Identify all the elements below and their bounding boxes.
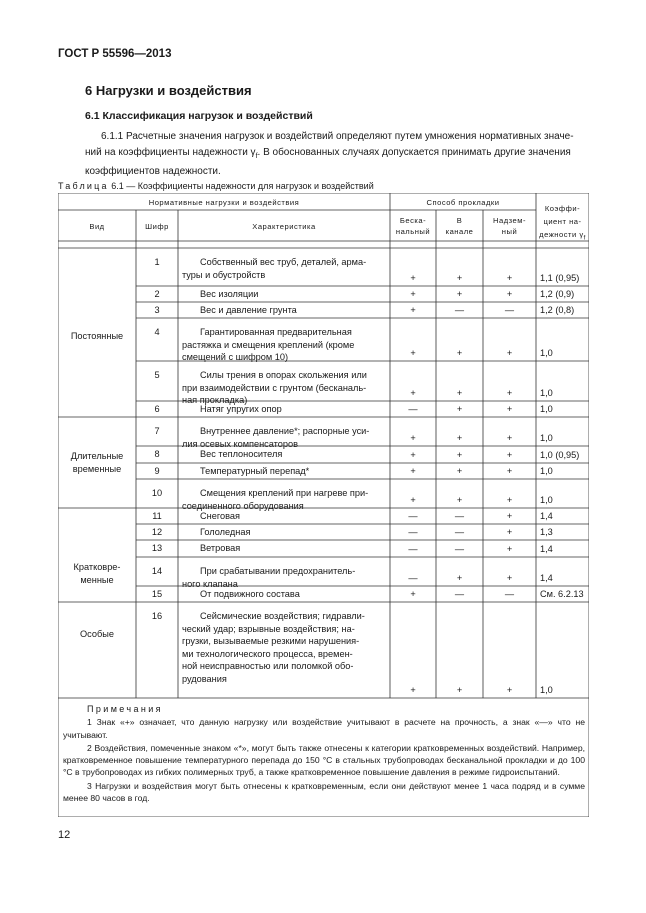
row-code: 15 [151,589,163,599]
note-1: 1 Знак «+» означает, что данную нагрузку или воздействие учитывают в расчете на прочность, а знак «—» что не учитывают. [63,717,585,740]
row-in-channel: — [454,589,465,599]
row-code: 16 [151,611,163,621]
row-characteristic-line: Смещения креплений при нагреве при- [200,488,369,498]
row-overground: + [506,404,513,414]
row-characteristic-line: рудования [182,673,227,684]
row-characteristic-line: смещений с шифром 10) [182,352,289,363]
row-channelless: + [410,388,416,398]
row-characteristic-line: лия осевых компенсаторов [182,438,298,449]
row-characteristic [182,610,388,686]
document-code: ГОСТ Р 55596—2013 [58,48,172,60]
group-long-term: Длительные временные [70,451,124,474]
row-channelless: + [410,305,416,315]
row-coefficient: 1,0 [540,433,553,443]
row-code: 7 [154,426,160,436]
row-characteristic-line: Вес изоляции [200,289,259,299]
row-overground: + [506,573,513,583]
row-overground: + [506,511,513,521]
row-code: 12 [151,527,163,537]
row-in-channel: + [456,466,463,476]
row-code: 1 [154,257,160,267]
row-characteristic-line: Температурный перепад* [200,466,310,476]
row-characteristic [182,526,388,539]
row-characteristic-line: Ветровая [200,543,241,553]
row-coefficient: 1,4 [540,573,553,583]
paragraph-6-1-1: 6.1.1 Расчетные значения нагрузок и воздействий определяют путем умножения нормативных значе- ний на коэффициенты надежности $\gamma_f$. В обоснованных случаях допускается принимать другие значения коэффициентов надежности. [85,131,574,177]
table-caption: Таблица 6.1 — Коэффициенты надежности для нагрузок и воздействий [58,181,374,191]
row-coefficient: 1,0 [540,466,553,476]
row-overground: + [506,466,513,476]
row-characteristic [182,487,388,512]
row-in-channel: + [456,388,463,398]
row-characteristic [182,448,388,461]
row-in-channel: + [456,450,463,460]
row-characteristic-line: при взаимодействии с грунтом (бесканаль- [182,382,367,393]
header-kind: Вид [89,222,105,231]
row-characteristic-line: ми технологического процесса, времен- [182,648,353,659]
row-in-channel: + [456,273,463,283]
row-characteristic-line: ного клапана [182,578,238,589]
row-characteristic-line: Натяг упругих опор [200,404,282,414]
row-code: 13 [151,543,163,553]
row-overground: — [504,305,515,315]
row-in-channel: + [456,404,463,414]
row-in-channel: — [454,511,465,521]
header-in-channel: В канале [445,216,474,236]
row-in-channel: + [456,348,463,358]
row-characteristic [182,510,388,523]
row-characteristic-line: растяжка и смещения креплений (кроме [182,339,355,350]
row-code: 6 [154,404,160,414]
row-characteristic-line: соединенного оборудования [182,500,304,511]
row-characteristic-line: Собственный вес труб, деталей, арма- [200,257,367,267]
row-characteristic-line: Силы трения в опорах скольжения или [200,370,367,380]
row-overground: + [506,450,513,460]
row-characteristic-line: ная прокладка) [182,395,248,406]
row-characteristic [182,542,388,555]
row-in-channel: + [456,495,463,505]
row-characteristic-line: При срабатывании предохранитель- [200,566,356,576]
page-number: 12 [58,829,71,841]
section-title: 6 Нагрузки и воздействия [85,83,252,98]
note-2: 2 Воздействия, помеченные знаком «*», могут быть также отнесены к категории кратковременных воздействий. Например, кратковременное повышение температурного перепада до 150 °С в стальных трубопроводах бесканальной прокладки и до 100 °С в трубопроводах из гибких полимерных труб, а также кратковременное повышение давления в режиме гидроиспытаний. [63,742,585,778]
row-in-channel: + [456,289,463,299]
row-characteristic-line: ной неисправностью или поломкой обо- [182,661,354,672]
row-coefficient: 1,0 [540,388,553,398]
note-3: 3 Нагрузки и воздействия могут быть отнесены к кратковременным, если они действуют менее 1 часа подряд и в сумме менее 80 часов в год. [63,780,585,804]
row-channelless: + [410,685,416,695]
row-overground: — [504,589,515,599]
row-coefficient: 1,4 [540,511,553,521]
row-channelless: — [408,527,418,537]
row-coefficient: См. 6.2.13 [540,589,584,599]
header-coefficient: Коэффи- циент на- дежности $\gamma_f$ [539,204,586,242]
group-short-term: Кратковре- менные [73,562,121,585]
row-overground: + [506,495,513,505]
row-coefficient: 1,2 (0,9) [540,289,575,299]
row-characteristic-line: грузки, вызываемые резкими нарушения- [182,636,360,647]
row-channelless: + [410,495,416,505]
row-overground: + [506,527,513,537]
subsection-title: 6.1 Классификация нагрузок и воздействий [85,110,313,122]
row-coefficient: 1,1 (0,95) [540,273,580,283]
row-code: 11 [152,511,162,521]
row-channelless: — [408,544,418,554]
header-normative: Нормативные нагрузки и воздействия [148,198,300,207]
group-special: Особые [80,629,114,639]
row-code: 3 [154,305,160,315]
group-permanent: Постоянные [70,331,124,341]
row-in-channel: — [454,305,465,315]
row-coefficient: 1,0 [540,685,553,695]
row-characteristic [182,588,388,601]
row-channelless: + [410,466,416,476]
row-characteristic-line: От подвижного состава [200,589,300,599]
header-characteristic: Характеристика [252,222,316,231]
row-overground: + [506,289,513,299]
row-overground: + [506,433,513,443]
row-overground: + [506,273,513,283]
row-characteristic-line: Снеговая [200,511,240,521]
row-overground: + [506,348,513,358]
row-in-channel: + [456,685,463,695]
row-coefficient: 1,3 [540,527,553,537]
notes-title: Примечания [87,704,163,714]
row-characteristic-line: туры и обустройств [182,269,266,280]
row-coefficient: 1,4 [540,544,553,554]
row-characteristic [182,304,388,317]
row-characteristic-line: Гололедная [200,527,251,537]
row-channelless: + [410,348,416,358]
row-characteristic-line: ческий удар; взрывные воздействия; на- [182,623,355,634]
row-in-channel: — [454,544,465,554]
row-channelless: + [410,589,416,599]
row-in-channel: — [454,527,465,537]
row-overground: + [506,685,513,695]
row-characteristic [182,326,388,364]
row-characteristic-line: Гарантированная предварительная [200,327,352,337]
header-channelless: Беска- нальный [395,216,431,236]
row-characteristic [182,369,388,407]
row-characteristic [182,465,388,478]
row-coefficient: 1,0 [540,348,553,358]
row-code: 2 [154,289,160,299]
row-channelless: — [408,511,418,521]
row-channelless: + [410,289,416,299]
row-code: 5 [154,370,160,380]
row-code: 9 [154,466,160,476]
row-overground: + [506,544,513,554]
row-channelless: + [410,450,416,460]
row-characteristic-line: Сейсмические воздействия; гидравли- [200,611,365,621]
row-characteristic [182,425,388,450]
row-characteristic-line: Внутреннее давление*; распорные уси- [200,426,370,436]
row-code: 4 [154,327,160,337]
row-code: 14 [151,566,163,576]
row-in-channel: + [456,433,463,443]
row-channelless: + [410,273,416,283]
row-characteristic-line: Вес теплоносителя [200,449,283,459]
row-code: 8 [154,449,160,459]
row-channelless: + [410,433,416,443]
header-code: Шифр [145,222,169,231]
row-characteristic [182,288,388,301]
row-characteristic [182,565,388,590]
table-notes [63,703,585,805]
row-coefficient: 1,2 (0,8) [540,305,575,315]
row-channelless: — [408,404,418,414]
row-channelless: — [408,573,418,583]
row-characteristic [182,256,388,281]
row-coefficient: 1,0 [540,495,553,505]
row-in-channel: + [456,573,463,583]
row-characteristic [182,403,388,416]
row-coefficient: 1,0 [540,404,553,414]
row-overground: + [506,388,513,398]
row-characteristic-line: Вес и давление грунта [200,305,297,315]
row-code: 10 [151,488,163,498]
row-coefficient: 1,0 (0,95) [540,450,580,460]
header-overground: Надзем- ный [492,216,526,236]
header-method: Способ прокладки [426,198,500,207]
